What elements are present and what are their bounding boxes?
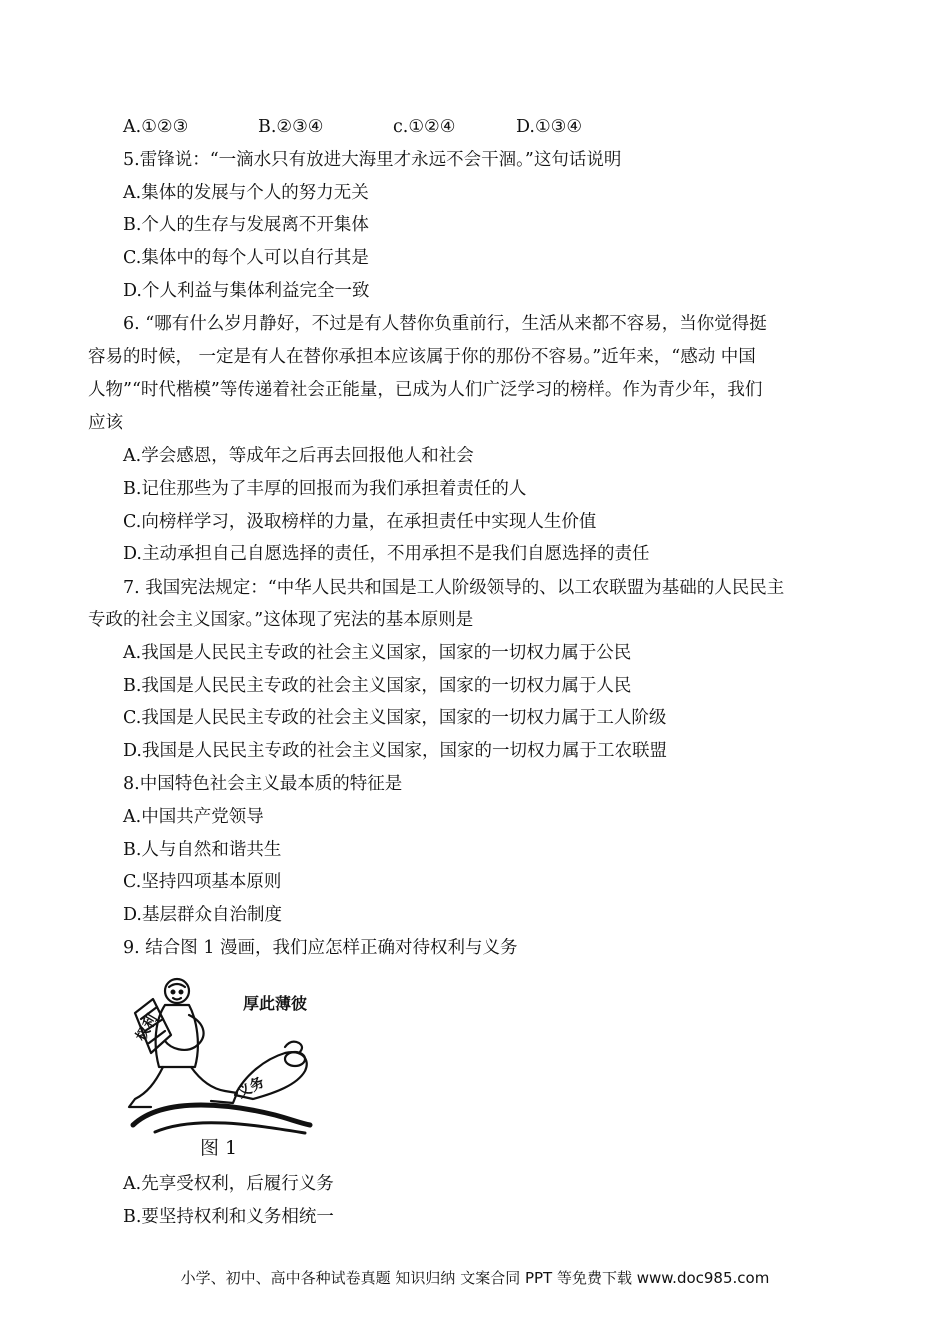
q6-option-b: B.记住那些为了丰厚的回报而为我们承担着责任的人 (123, 479, 527, 499)
q8-option-b: B.人与自然和谐共生 (123, 840, 282, 860)
q7-option-c: C.我国是人民民主专政的社会主义国家，国家的一切权力属于工人阶级 (123, 708, 667, 728)
q7-stem-line-2: 专政的社会主义国家。”这体现了宪法的基本原则是 (88, 610, 474, 630)
q5-option-a: A.集体的发展与个人的努力无关 (123, 183, 369, 203)
q5-option-c: C.集体中的每个人可以自行其是 (123, 248, 369, 268)
q4-option-a: A.①②③ (123, 117, 189, 137)
q7-stem-line-1: 7. 我国宪法规定：“中华人民共和国是工人阶级领导的、以工农联盟为基础的人民民主 (123, 578, 785, 598)
cartoon-rights-label: 权利 (133, 1011, 161, 1045)
q4-option-c: c.①②④ (393, 117, 456, 137)
q7-option-b: B.我国是人民民主专政的社会主义国家，国家的一切权力属于人民 (123, 676, 632, 696)
cartoon-duty-label: 义务 (234, 1074, 268, 1102)
q9-cartoon-figure (125, 975, 315, 1165)
q6-stem-line-2: 容易的时候， 一定是有人在替你承担本应该属于你的那份不容易。”近年来，“感动 中国 (88, 347, 756, 367)
q7-option-a: A.我国是人民民主专政的社会主义国家，国家的一切权力属于公民 (123, 643, 632, 663)
q6-option-c: C.向榜样学习，汲取榜样的力量，在承担责任中实现人生价值 (123, 512, 597, 532)
q9-option-a: A.先享受权利，后履行义务 (123, 1174, 334, 1194)
cartoon-title: 厚此薄彼 (243, 994, 308, 1013)
q7-option-d: D.我国是人民民主专政的社会主义国家，国家的一切权力属于工农联盟 (123, 741, 667, 761)
q5-option-b: B.个人的生存与发展离不开集体 (123, 215, 369, 235)
figure-caption: 图 1 (200, 1137, 238, 1159)
q4-option-d: D.①③④ (516, 117, 583, 137)
q8-option-d: D.基层群众自治制度 (123, 905, 282, 925)
q4-option-b: B.②③④ (258, 117, 324, 137)
page-footer: 小学、初中、高中各种试卷真题 知识归纳 文案合同 PPT 等免费下载 www.doc985.com (180, 1269, 770, 1287)
q8-stem: 8.中国特色社会主义最本质的特征是 (123, 774, 403, 794)
q9-option-b: B.要坚持权利和义务相统一 (123, 1207, 334, 1227)
q8-option-c: C.坚持四项基本原则 (123, 872, 282, 892)
q6-stem-line-1: 6. “哪有什么岁月静好，不过是有人替你负重前行，生活从来都不容易，当你觉得挺 (123, 314, 767, 334)
q6-stem-line-4: 应该 (88, 413, 123, 433)
q4-options (123, 115, 623, 139)
q5-stem: 5.雷锋说：“一滴水只有放进大海里才永远不会干涸。”这句话说明 (123, 150, 622, 170)
q6-option-d: D.主动承担自己自愿选择的责任，不用承担不是我们自愿选择的责任 (123, 544, 650, 564)
q5-option-d: D.个人利益与集体利益完全一致 (123, 281, 370, 301)
q9-stem: 9. 结合图 1 漫画，我们应怎样正确对待权利与义务 (123, 938, 518, 958)
q8-option-a: A.中国共产党领导 (123, 807, 264, 827)
q6-option-a: A.学会感恩，等成年之后再去回报他人和社会 (123, 446, 474, 466)
q6-stem-line-3: 人物”“时代楷模”等传递着社会正能量，已成为人们广泛学习的榜样。作为青少年，我们 (88, 380, 763, 400)
